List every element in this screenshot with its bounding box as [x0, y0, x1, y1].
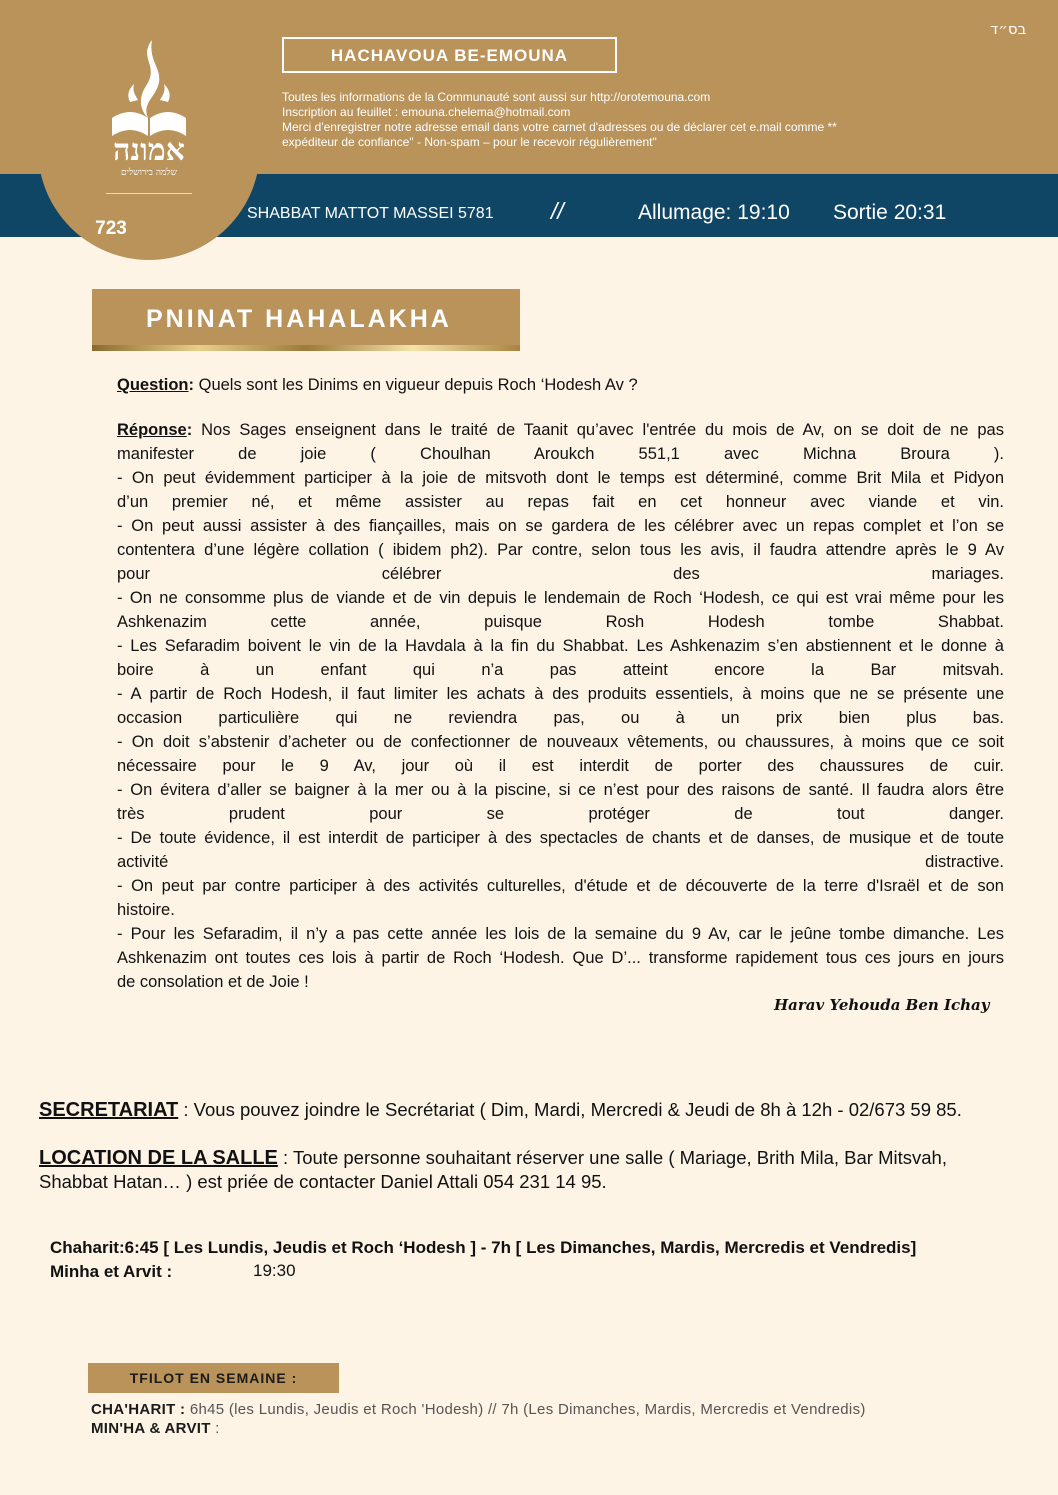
secretariat-notice	[39, 1098, 962, 1122]
hall-rental-heading: LOCATION DE LA SALLE	[39, 1147, 278, 1169]
answer-line: activité distractive.	[117, 853, 1004, 871]
answer-line: contentera d’une légère collation ( ibidem ph2). Par contre, selon tous les avis, il faudra attendre après le 9 Av	[117, 541, 1004, 559]
hall-rental-notice	[39, 1146, 1009, 1194]
secretariat-heading: SECRETARIAT	[39, 1099, 179, 1121]
answer-line: - On évitera d’aller se baigner à la mer ou à la piscine, si ce n’est pour des raisons de santé. Il faudra alors être	[117, 781, 1004, 799]
section-title: PNINAT HAHALAKHA	[146, 305, 452, 333]
answer-line: - On peut aussi assister à des fiançailles, mais on se gardera de les célébrer avec un repas complet et l’on se	[117, 517, 1004, 535]
minha-time: 19:30	[253, 1261, 296, 1280]
answer-line: - On peut évidemment participer à la joie de mitsvoth dont le temps est déterminé, comme Brit Mila et Pidyon	[117, 469, 1004, 487]
minha-label: Minha et Arvit :	[50, 1262, 173, 1281]
answer-line: - On doit s’abstenir d’acheter ou de confectionner de nouveaux vêtements, ou chaussures, à moins que ce soit	[117, 733, 1004, 751]
answer-line: très prudent pour se protéger de tout danger.	[117, 805, 1004, 823]
section-title-banner	[92, 289, 520, 351]
bsd-mark: בס״ד	[990, 20, 1027, 38]
hall-rental-text: : Toute personne souhaitant réserver une salle ( Mariage, Brith Mila, Bar Mitsvah, Shabbat Hatan… ) est priée de contacter Daniel Attali 054 231 14 95.	[39, 1147, 947, 1192]
answer-line: manifester de joie ( Choulhan Aroukch 551,1 avec Michna Broura ).	[117, 445, 1004, 463]
candle-lighting-time: Allumage: 19:10	[638, 201, 790, 224]
answer-label: Réponse	[117, 421, 187, 439]
article-body	[117, 373, 1004, 994]
info-line: Inscription au feuillet : emouna.chelema@hotmail.com	[282, 105, 571, 119]
answer-line: pour célébrer des mariages.	[117, 565, 1004, 583]
info-line: Toutes les informations de la Communauté sont aussi sur http://orotemouna.com	[282, 90, 711, 104]
tfilot-chaharit-text: 6h45 (les Lundis, Jeudis et Roch 'Hodesh) // 7h (Les Dimanches, Mardis, Mercredis et Vendredis)	[185, 1401, 866, 1418]
tfilot-heading: TFILOT EN SEMAINE :	[88, 1363, 339, 1393]
newsletter-title: HACHAVOUA BE-EMOUNA	[282, 37, 617, 73]
tfilot-minha	[91, 1420, 220, 1437]
question-label: Question	[117, 376, 189, 394]
logo-divider	[106, 193, 192, 194]
answer-line: - On peut par contre participer à des activités culturelles, d'étude et de découverte de la terre d'Israël et de son	[117, 877, 1004, 895]
logo-wordmark: אמונה	[113, 133, 185, 168]
logo-badge	[38, 0, 260, 260]
answer-line: de consolation et de Joie !	[117, 973, 309, 991]
answer-line: boire à un enfant qui n’a pas atteint encore la Bar mitsvah.	[117, 661, 1004, 679]
question-text: Quels sont les Dinims en vigueur depuis Roch ‘Hodesh Av ?	[198, 376, 638, 394]
tfilot-chaharit	[91, 1401, 866, 1418]
answer-line: Réponse: Nos Sages enseignent dans le traité de Taanit qu’avec l'entrée du mois de Av, on se doit de ne pas	[117, 421, 1004, 439]
gold-underline	[92, 345, 520, 351]
issue-number: 723	[95, 218, 127, 239]
answer-line: - On ne consomme plus de viande et de vin depuis le lendemain de Roch ‘Hodesh, ce qui est vrai même pour les	[117, 589, 1004, 607]
shabbat-end-time: Sortie 20:31	[833, 201, 947, 224]
tfilot-minha-label: MIN'HA & ARVIT	[91, 1420, 211, 1437]
answer-line: Ashkenazim cette année, puisque Rosh Hodesh tombe Shabbat.	[117, 613, 1004, 631]
tfilot-chaharit-label: CHA'HARIT :	[91, 1401, 186, 1418]
answer-line: - Pour les Sefaradim, il n’y a pas cette année les lois de la semaine du 9 Av, car le jeûne tombe dimanche. Les	[117, 925, 1004, 943]
answer-line: histoire.	[117, 901, 175, 919]
author-signature: Harav Yehouda Ben Ichay	[774, 996, 990, 1014]
tfilot-minha-text: :	[210, 1420, 220, 1437]
parasha-name: SHABBAT MATTOT MASSEI 5781	[247, 205, 494, 222]
answer-text: Nos Sages enseignent dans le traité de Taanit qu’avec l'entrée du mois de Av, on se doit de ne pas	[201, 421, 1004, 439]
answer-line: - A partir de Roch Hodesh, il faut limiter les achats à des produits essentiels, à moins que ne se présente une	[117, 685, 1004, 703]
answer-line: - Les Sefaradim boivent le vin de la Havdala à la fin du Shabbat. Les Ashkenazim s’en abstiennent et le donne à	[117, 637, 1004, 655]
answer-line: d’un premier né, et même assister au repas fait en cet honneur avec viande et vin.	[117, 493, 1004, 511]
question: Question: Quels sont les Dinims en vigueur depuis Roch ‘Hodesh Av ?	[117, 376, 638, 394]
info-line: Merci d'enregistrer notre adresse email dans votre carnet d'adresses ou de déclarer cet e.mail comme **	[282, 120, 837, 134]
answer	[117, 418, 1004, 994]
info-line: expéditeur de confiance" - Non-spam – pour le recevoir régulièrement"	[282, 135, 657, 149]
chaharit-schedule: Chaharit:6:45 [ Les Lundis, Jeudis et Roch ‘Hodesh ] - 7h [ Les Dimanches, Mardis, Mercredis et Vendredis]	[50, 1238, 917, 1257]
answer-line: Ashkenazim ont toutes ces lois à partir de Roch ‘Hodesh. Que D’... transforme rapidement tous ces jours en jours	[117, 949, 1004, 967]
answer-line: nécessaire pour le 9 Av, jour où il est interdit de porter des chaussures de cuir.	[117, 757, 1004, 775]
answer-line: - De toute évidence, il est interdit de participer à des spectacles de chants et de danses, de musique et de toute	[117, 829, 1004, 847]
logo-subtitle: שלמה בירושלים	[121, 168, 177, 178]
secretariat-text: : Vous pouvez joindre le Secrétariat ( Dim, Mardi, Mercredi & Jeudi de 8h à 12h - 02/673 59 85.	[178, 1099, 962, 1120]
separator: //	[551, 198, 564, 224]
answer-line: occasion particulière qui ne reviendra pas, ou à un prix bien plus bas.	[117, 709, 1004, 727]
info-text	[282, 90, 962, 150]
